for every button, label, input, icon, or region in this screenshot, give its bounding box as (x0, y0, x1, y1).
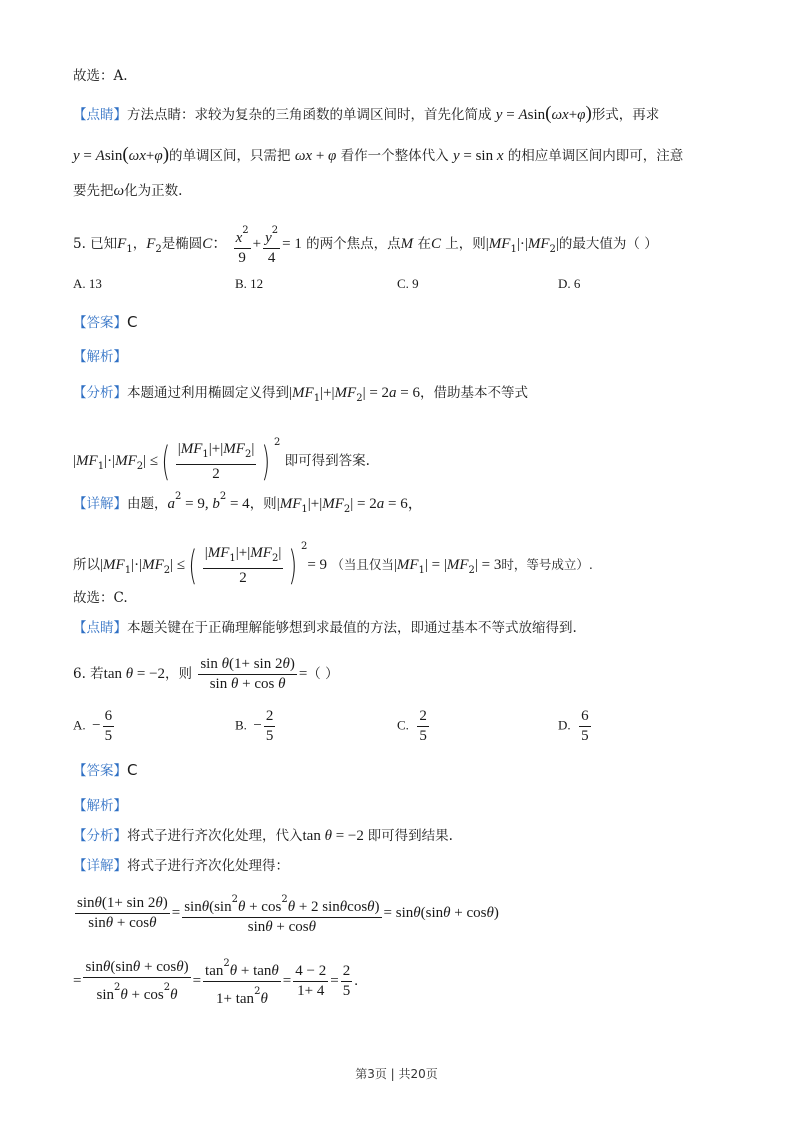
tip-label: 【点睛】 (73, 107, 127, 123)
q6-option-b[interactable]: B. − $\frac{2}{5}$ (235, 708, 274, 744)
q6-option-a[interactable]: A. − $\frac{6}{5}$ (73, 708, 113, 744)
q5-detail-2: 所以$|MF_1|\cdot|MF_2|$ ≤( $\frac{|MF_1|+|MF_2|}{2}$ ) $^2$= 9 （当且仅当$|MF_1| = |MF_2| = 3$时，等号成立）. (73, 541, 593, 589)
q5-number: 5. 已知 (73, 236, 118, 252)
q5-option-c[interactable]: C. 9 (397, 276, 419, 291)
answer-value: C (127, 313, 138, 331)
q4-answer-line: 故选：A. (73, 68, 128, 84)
tip-text-2: 的单调区间，只需把 (169, 148, 291, 164)
q5-fenxi: 【分析】本题通过利用椭圆定义得到$|MF_1|+|MF_2| = 2a = 6$，借助基本不等式 (73, 385, 529, 404)
tip-text-3b: 化为正数. (124, 183, 183, 199)
q5-tip: 【点睛】本题关键在于正确理解能够想到求最值的方法，即通过基本不等式放缩得到. (73, 620, 577, 636)
q5-option-a[interactable]: A. 13 (73, 276, 102, 291)
q6-analysis-label: 【解析】 (73, 798, 127, 814)
q4-tip-line-3: 要先把ω化为正数. (73, 183, 183, 199)
tip-text-2b: 看作一个整体代入 (340, 148, 449, 164)
q6-option-d[interactable]: D. $\frac{6}{5}$ (558, 708, 589, 744)
tip-text-3: 要先把 (73, 183, 114, 199)
q6-derivation-1: $\frac{\sin\theta(1+ \sin 2\theta)}{\sin\theta + \cos\theta}$ = $\frac{\sin\theta(\sin^2\theta + \cos^2\theta + 2 \sin\theta\cos\theta)}{\sin\theta + \cos\theta}$ = sinθ(sinθ + cosθ) (73, 890, 499, 936)
q6-answer (73, 760, 137, 781)
q6-number: 6. 若 (73, 666, 104, 682)
q5-detail-1: 【详解】由题，$a^2 = 9$, $b^2 = 4$，则$|MF_1|+|MF_2| = 2a = 6$， (73, 491, 423, 515)
tip-text-end: 形式，再求 (591, 107, 660, 123)
tip-text-2c: 的相应单调区间内即可，注意 (507, 148, 684, 164)
q5-option-d[interactable]: D. 6 (558, 276, 581, 291)
q6-stem: 6. 若tan θ = −2，则 $\frac{\text{sin θ(1+ sin 2θ)}}{\text{sin θ + cos θ}}$ =（ ） (73, 656, 339, 692)
answer-value: C (127, 761, 138, 779)
answer-label: 【答案】 (73, 315, 127, 331)
fenxi-label: 【分析】 (73, 385, 127, 401)
q5-analysis-label: 【解析】 (73, 349, 127, 365)
q5-fenxi-formula: $|MF_1|\cdot|MF_2|$ ≤( $\frac{|MF_1|+|MF_2|}{2}$ ) $^2$ 即可得到答案. (73, 437, 370, 485)
q4-tip-line-1: 【点睛】方法点睛：求较为复杂的三角函数的单调区间时，首先化简成 y = Asin(ωx+φ)形式，再求 (73, 103, 660, 124)
q5-option-b[interactable]: B. 12 (235, 276, 264, 291)
q5-answer (73, 312, 137, 333)
ellipse-x-term: $\frac{x^2}{9}$ (234, 222, 251, 267)
q6-option-c[interactable]: C. $\frac{2}{5}$ (397, 708, 427, 744)
fenxi-label: 【分析】 (73, 828, 127, 844)
page-footer: 第3页 | 共20页 (355, 1067, 438, 1081)
tip-label: 【点睛】 (73, 620, 127, 636)
q6-fenxi: 【分析】将式子进行齐次化处理，代入tan θ = −2 即可得到结果. (73, 828, 453, 844)
q5-conclusion: 故选：C. (73, 590, 128, 606)
ellipse-y-term: $\frac{y^2}{4}$ (263, 222, 280, 267)
q6-derivation-2: = $\frac{\sin\theta(\sin\theta + \cos\theta)}{\sin^2\theta + \cos^2\theta}$ = $\frac{\tan^2\theta + \tan\theta}{1+ \tan^2\theta}$ = $\frac{4 - 2}{1+ 4}$ = $\frac{2}{5}$ . (73, 955, 358, 1008)
q4-tip-line-2: y = Asin(ωx+φ)的单调区间，只需把 ωx + φ 看作一个整体代入 y = sin x 的相应单调区间内即可，注意 (73, 144, 684, 165)
q6-detail-1: 【详解】将式子进行齐次化处理得： (73, 858, 289, 874)
tip-text: 方法点睛：求较为复杂的三角函数的单调区间时，首先化简成 (127, 107, 492, 123)
detail-label: 【详解】 (73, 496, 127, 512)
detail-label: 【详解】 (73, 858, 127, 874)
answer-label: 【答案】 (73, 763, 127, 779)
q5-stem: 5. 已知$F_1$，$F_2$是椭圆C： $\frac{x^2}{9}$ + $\frac{y^2}{4}$ = 1 的两个焦点，点M 在C 上，则$|MF_1|\cdot|MF_2|$的最大值为（ ） (73, 222, 658, 267)
